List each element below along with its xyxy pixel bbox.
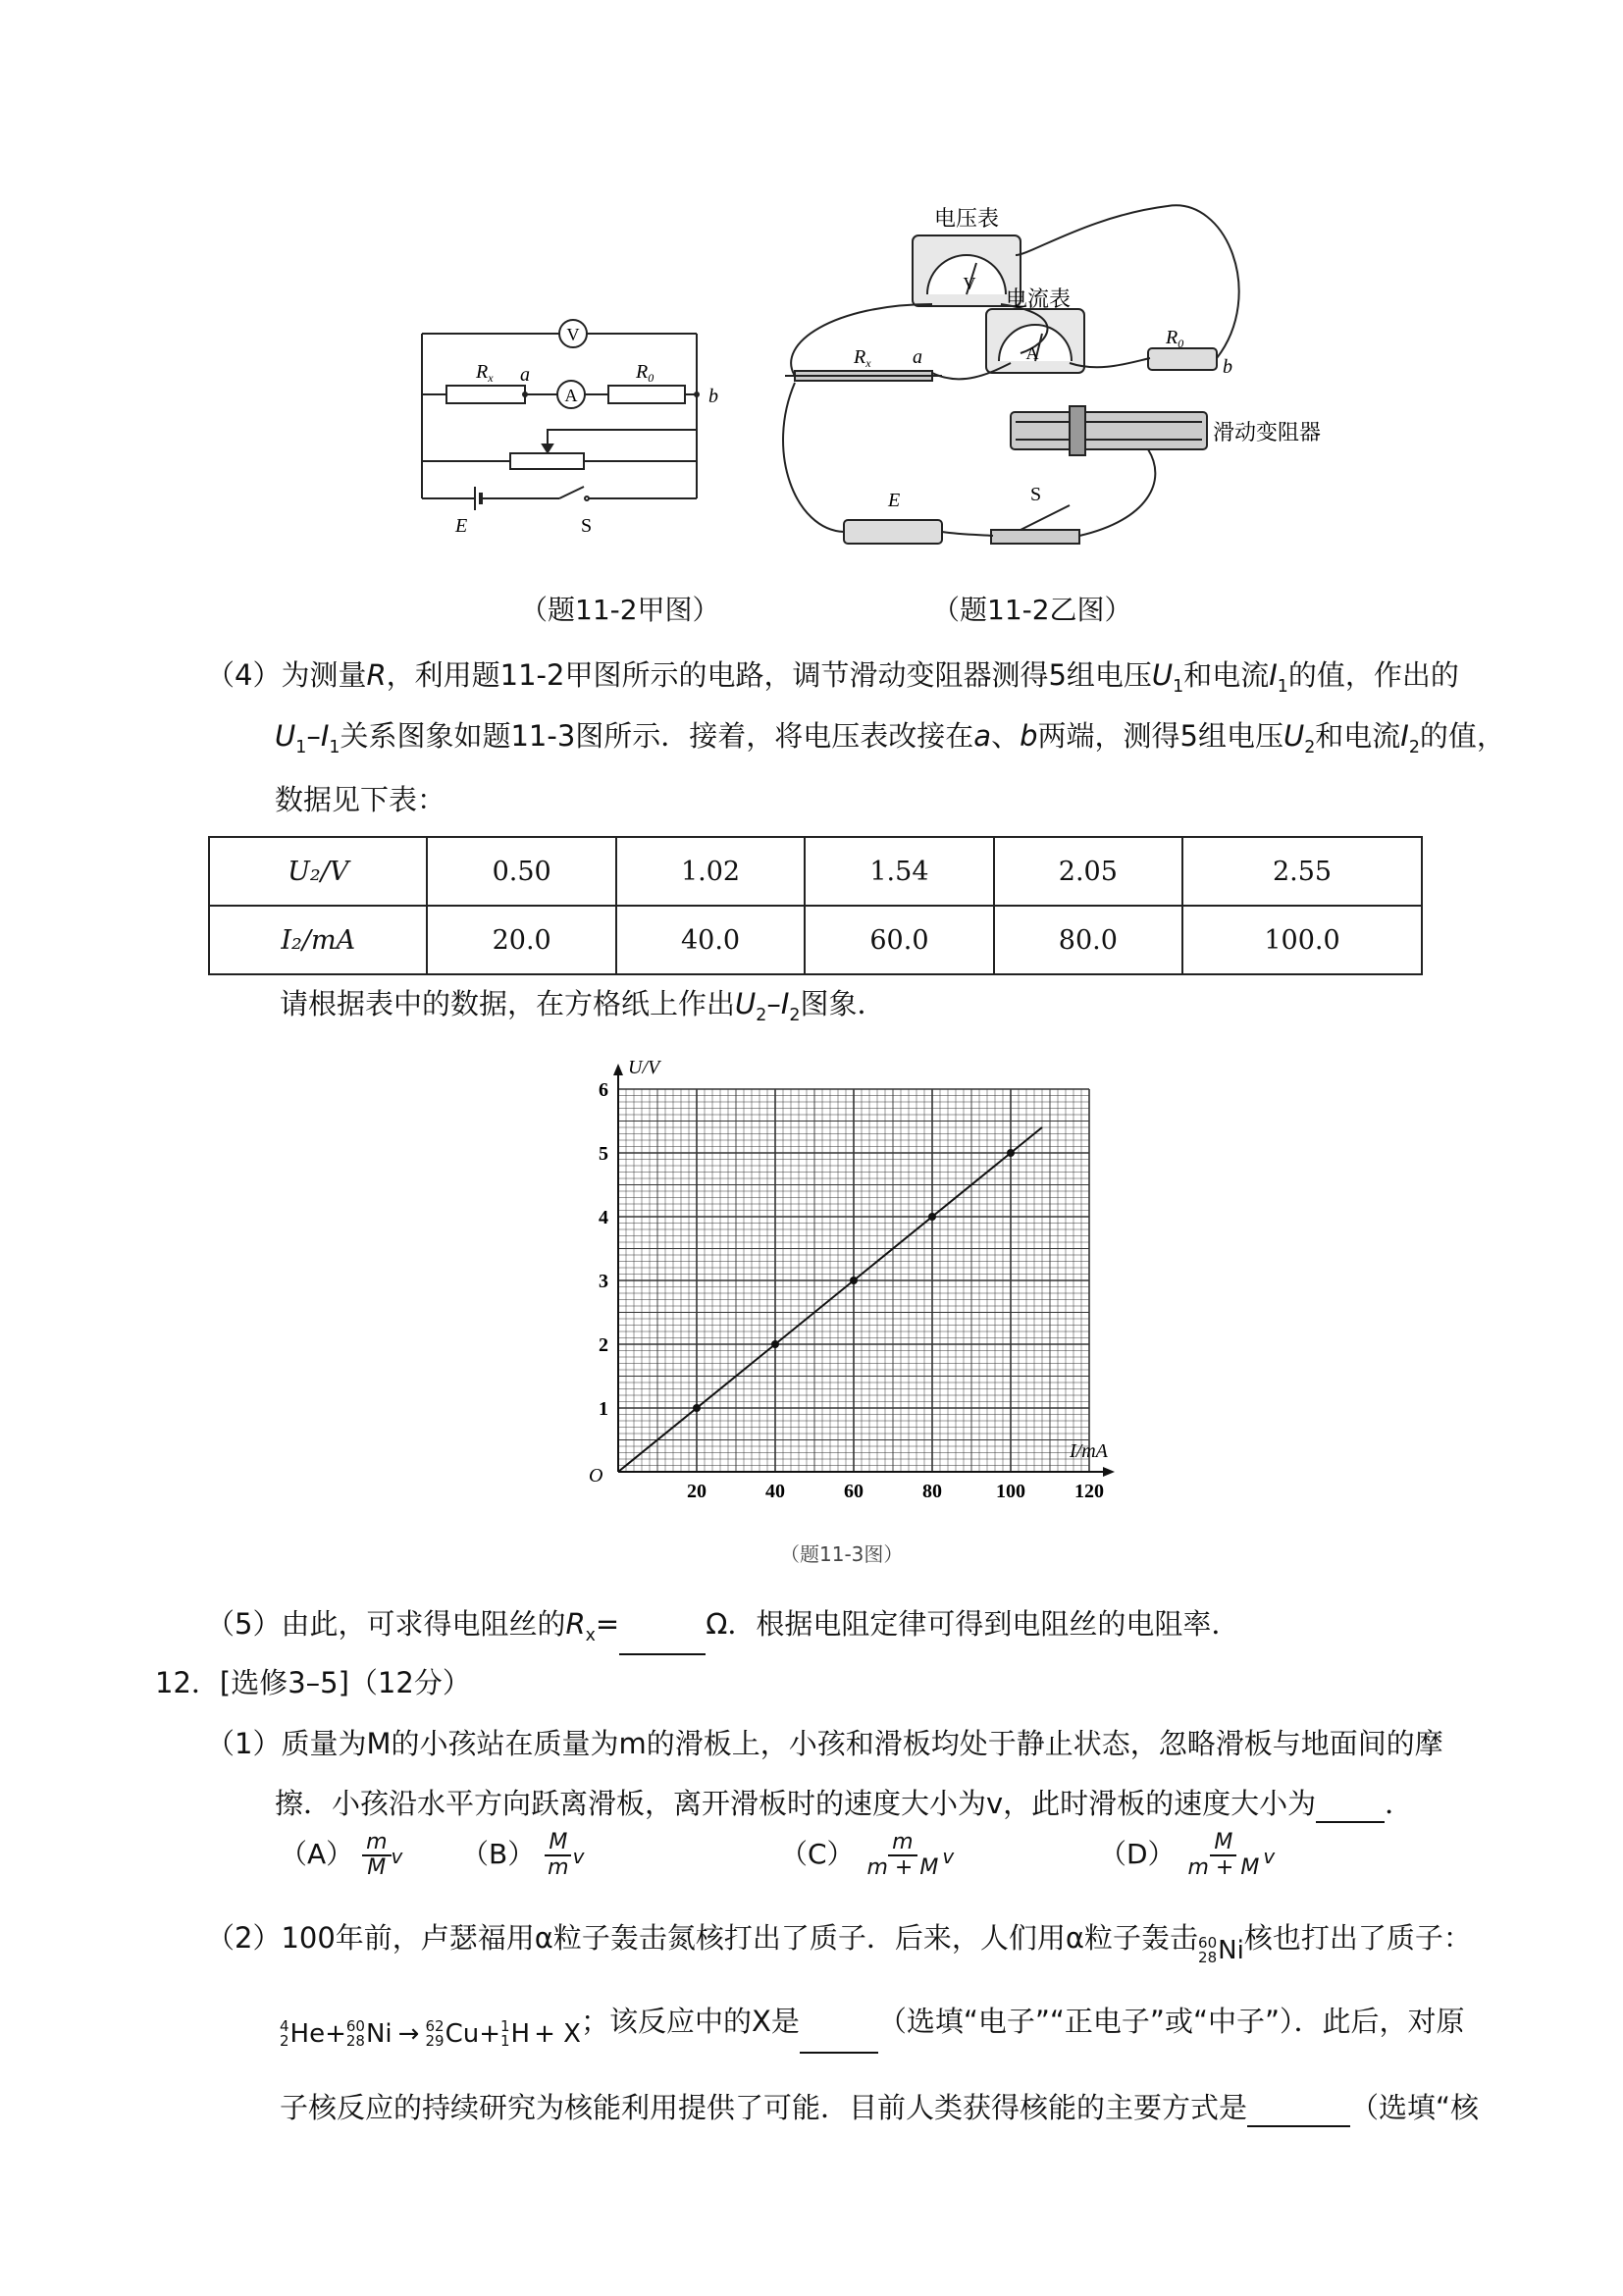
table-row-label: U₂/V [209, 837, 427, 906]
y-tick-label: 4 [599, 1207, 608, 1228]
x-tick-label: 40 [765, 1481, 785, 1502]
x-axis-arrow [1103, 1467, 1115, 1477]
table-cell: 100.0 [1182, 906, 1422, 974]
y-tick-label: 6 [599, 1079, 608, 1101]
x-axis-label: I/mA [1070, 1440, 1108, 1462]
nuclear-equation: 4 2 He + 60 28 Ni → 62 29 Cu + 1 1 H + X [280, 2017, 581, 2050]
table-cell: 2.05 [994, 837, 1182, 906]
q12-2-line1: （2）100年前，卢瑟福用α粒子轰击氮核打出了质子．后来，人们用α粒子轰击 60 28 Ni 核也打出了质子： [206, 1921, 1472, 1966]
table-cell: 1.02 [616, 837, 805, 906]
q5-line: （5）由此，可求得电阻丝的$R_x= \Omega$．根据电阻定律可得到电阻丝的电阻率． [206, 1604, 1239, 1655]
circuit-diagram-jia [412, 304, 736, 549]
table-row [209, 837, 1422, 906]
data-point [771, 1340, 779, 1348]
table-cell: 20.0 [427, 906, 615, 974]
tick-labels [599, 1079, 1104, 1502]
q12-2-energy-blank[interactable] [1247, 2096, 1350, 2127]
y-axis-arrow [613, 1064, 623, 1075]
voltmeter-v: V [963, 274, 976, 293]
data-point [693, 1404, 701, 1412]
r0-label-yi: $R_0$ [1166, 327, 1184, 350]
table-cell: 60.0 [805, 906, 993, 974]
option-b[interactable]: （B） $\frac{M}{m}$ v [461, 1830, 585, 1880]
x-tick-label: 120 [1074, 1481, 1104, 1502]
origin-label: O [589, 1465, 603, 1487]
switch-label: S [581, 515, 593, 537]
table-row-label: I₂/mA [209, 906, 427, 974]
rx-label: $R_x$ [476, 361, 494, 385]
a-label-yi: a [913, 346, 922, 368]
q4-line2: $U_1-I_1$关系图象如题11-3图所示．接着，将电压表改接在a、b两端，测得5组电压$U_2$和电流$I_2$的值， [275, 719, 1505, 757]
q12-2-line2: 4 2 He + 60 28 Ni → 62 29 Cu + 1 1 H + X ；该反应中的X是 （选填“电子”“正电子”或“中子”）．此后，对原 [280, 2002, 1465, 2054]
table-row [209, 906, 1422, 974]
voltmeter-label: V [566, 325, 580, 344]
fig-113-caption: （题11-3图） [780, 1542, 904, 1566]
x-tick-label: 60 [844, 1481, 864, 1502]
data-point [1007, 1149, 1015, 1157]
table-cell: 2.55 [1182, 837, 1422, 906]
q4-line1: （4）为测量R，利用题11-2甲图所示的电路，调节滑动变阻器测得5组电压$U_1$和电流$I_1$的值，作出的 [206, 658, 1459, 697]
q5-answer-blank[interactable] [619, 1624, 706, 1655]
ammeter-label: A [564, 386, 578, 405]
q12-header: 12．[选修3–5]（12分） [155, 1666, 471, 1699]
q12-1-line2: 擦．小孩沿水平方向跃离滑板，离开滑板时的速度大小为v，此时滑板的速度大小为 ． [275, 1784, 1413, 1823]
s-label-yi: S [1030, 484, 1042, 505]
data-point [928, 1213, 936, 1221]
b-label-yi: b [1223, 356, 1232, 378]
table-cell: 0.50 [427, 837, 615, 906]
y-tick-label: 2 [599, 1334, 608, 1356]
ammeter-a: A [1025, 343, 1039, 363]
battery-label: E [455, 515, 468, 537]
y-tick-label: 3 [599, 1271, 608, 1292]
y-tick-label: 1 [599, 1398, 608, 1420]
fig-jia-caption: （题11-2甲图） [520, 594, 720, 626]
q12-2-line3: 子核反应的持续研究为核能利用提供了可能．目前人类获得核能的主要方式是 （选填“核 [280, 2088, 1479, 2127]
q12-1-answer-blank[interactable] [1316, 1792, 1385, 1823]
data-table [208, 836, 1423, 975]
y-tick-label: 5 [599, 1143, 608, 1165]
x-tick-label: 20 [687, 1481, 707, 1502]
data-point [850, 1277, 858, 1284]
option-a[interactable]: （A） $\frac{m}{M}$ v [280, 1830, 403, 1880]
q12-1-line1: （1）质量为M的小孩站在质量为m的滑板上，小孩和滑板均处于静止状态，忽略滑板与地面间的摩 [206, 1727, 1443, 1760]
e-label-yi: E [888, 490, 901, 511]
node-b-label: b [708, 386, 718, 407]
fig-yi-caption: （题11-2乙图） [932, 594, 1132, 626]
circuit-diagram-yi [775, 196, 1322, 569]
table-cell: 40.0 [616, 906, 805, 974]
q4-line3: 数据见下表： [275, 783, 446, 816]
rheostat-title: 滑动变阻器 [1213, 420, 1322, 444]
table-cell: 1.54 [805, 837, 993, 906]
table-cell: 80.0 [994, 906, 1182, 974]
u-i-graph [589, 1057, 1138, 1531]
r0-label: $R_0$ [636, 361, 654, 385]
q12-2-x-blank[interactable] [800, 2022, 878, 2054]
q4-instruction: 请根据表中的数据，在方格纸上作出$U_2-I_2$图象． [280, 987, 886, 1025]
ammeter-title: 电流表 [1005, 287, 1072, 311]
option-c[interactable]: （C） $\frac{m}{m + M}$ v [780, 1830, 955, 1880]
option-d[interactable]: （D） $\frac{M}{m + M}$ v [1099, 1830, 1276, 1880]
y-axis-label: U/V [628, 1057, 660, 1078]
x-tick-label: 80 [922, 1481, 942, 1502]
voltmeter-title: 电压表 [933, 206, 1000, 231]
rx-label-yi: $R_x$ [854, 346, 871, 370]
x-tick-label: 100 [996, 1481, 1025, 1502]
node-a-label: a [520, 364, 530, 386]
